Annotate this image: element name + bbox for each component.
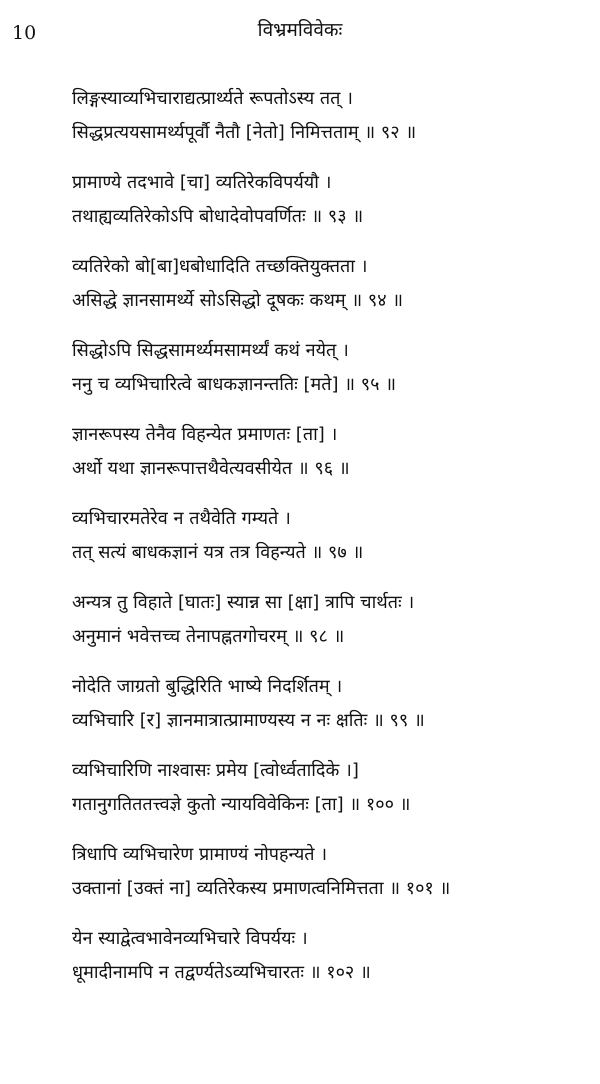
verse-102 xyxy=(0,922,600,1006)
verse-99 xyxy=(0,670,600,754)
verse-93 xyxy=(0,166,600,250)
verse-101 xyxy=(0,838,600,922)
verse-list xyxy=(0,82,600,1006)
page-header xyxy=(0,0,600,60)
verse-line-first: सिद्धोऽपि सिद्धसामर्थ्यमसामर्थ्यं कथं नयेत् । xyxy=(72,340,349,361)
verse-line-second: गतानुगतिततत्त्वज्ञे कुतो न्यायविवेकिनः [ता] ॥ १०० ॥ xyxy=(72,794,411,815)
verse-line-second: व्यभिचारि [र] ज्ञानमात्रात्प्रामाण्यस्य न नः क्षतिः ॥ ९९ ॥ xyxy=(72,710,425,731)
verse-line-first: व्यभिचारिणि नाश्वासः प्रमेय [त्वोर्ध्वतादिके ।] xyxy=(72,760,359,781)
verse-line-first: अन्यत्र तु विहाते [घातः] स्यान्न सा [क्षा] त्रापि चार्थतः । xyxy=(72,592,415,613)
page-number: 10 xyxy=(12,22,37,44)
verse-line-first: त्रिधापि व्यभिचारेण प्रामाण्यं नोपहन्यते । xyxy=(72,844,328,865)
verse-line-second: तत् सत्यं बाधकज्ञानं यत्र तत्र विहन्यते ॥ ९७ ॥ xyxy=(72,542,364,563)
verse-96 xyxy=(0,418,600,502)
verse-98 xyxy=(0,586,600,670)
verse-line-second: उक्तानां [उक्तं ना] व्यतिरेकस्य प्रमाणत्वनिमित्तता ॥ १०१ ॥ xyxy=(72,878,451,899)
running-title: विभ्रमविवेकः xyxy=(257,19,343,41)
verse-100 xyxy=(0,754,600,838)
verse-line-second: अनुमानं भवेत्तच्च तेनापह्नतगोचरम् ॥ ९८ ॥ xyxy=(72,626,345,647)
verse-94 xyxy=(0,250,600,334)
verse-line-second: अर्थो यथा ज्ञानरूपात्तथैवेत्यवसीयेत ॥ ९६ ॥ xyxy=(72,458,350,479)
verse-line-second: तथाह्यव्यतिरेकोऽपि बोधादेवोपवर्णितः ॥ ९३ ॥ xyxy=(72,206,364,227)
verse-line-second: सिद्धप्रत्ययसामर्थ्यपूर्वौ नैतौ [नेतो] निमित्तताम् ॥ ९२ ॥ xyxy=(72,122,417,143)
verse-97 xyxy=(0,502,600,586)
verse-line-first: नोदेति जाग्रतो बुद्धिरिति भाष्ये निदर्शितम् । xyxy=(72,676,343,697)
verse-line-first: येन स्याद्वेत्वभावेनव्यभिचारे विपर्ययः । xyxy=(72,928,308,949)
verse-line-second: ननु च व्यभिचारित्वे बाधकज्ञानन्ततिः [मते] ॥ ९५ ॥ xyxy=(72,374,397,395)
verse-line-second: धूमादीनामपि न तद्वर्ण्यतेऽव्यभिचारतः ॥ १०२ ॥ xyxy=(72,962,371,983)
verse-line-second: असिद्धे ज्ञानसामर्थ्ये सोऽसिद्धो दूषकः कथम् ॥ ९४ ॥ xyxy=(72,290,404,311)
verse-line-first: लिङ्गस्याव्यभिचाराद्यत्प्रार्थ्यते रूपतोऽस्य तत् । xyxy=(72,88,353,109)
verse-line-first: ज्ञानरूपस्य तेनैव विहन्येत प्रमाणतः [ता] । xyxy=(72,424,338,445)
verse-92 xyxy=(0,82,600,166)
verse-95 xyxy=(0,334,600,418)
verse-line-first: प्रामाण्ये तदभावे [चा] व्यतिरेकविपर्ययौ । xyxy=(72,172,332,193)
verse-line-first: व्यतिरेको बो[बा]धबोधादिति तच्छक्तियुक्तता । xyxy=(72,256,368,277)
verse-line-first: व्यभिचारमतेरेव न तथैवेति गम्यते । xyxy=(72,508,291,529)
